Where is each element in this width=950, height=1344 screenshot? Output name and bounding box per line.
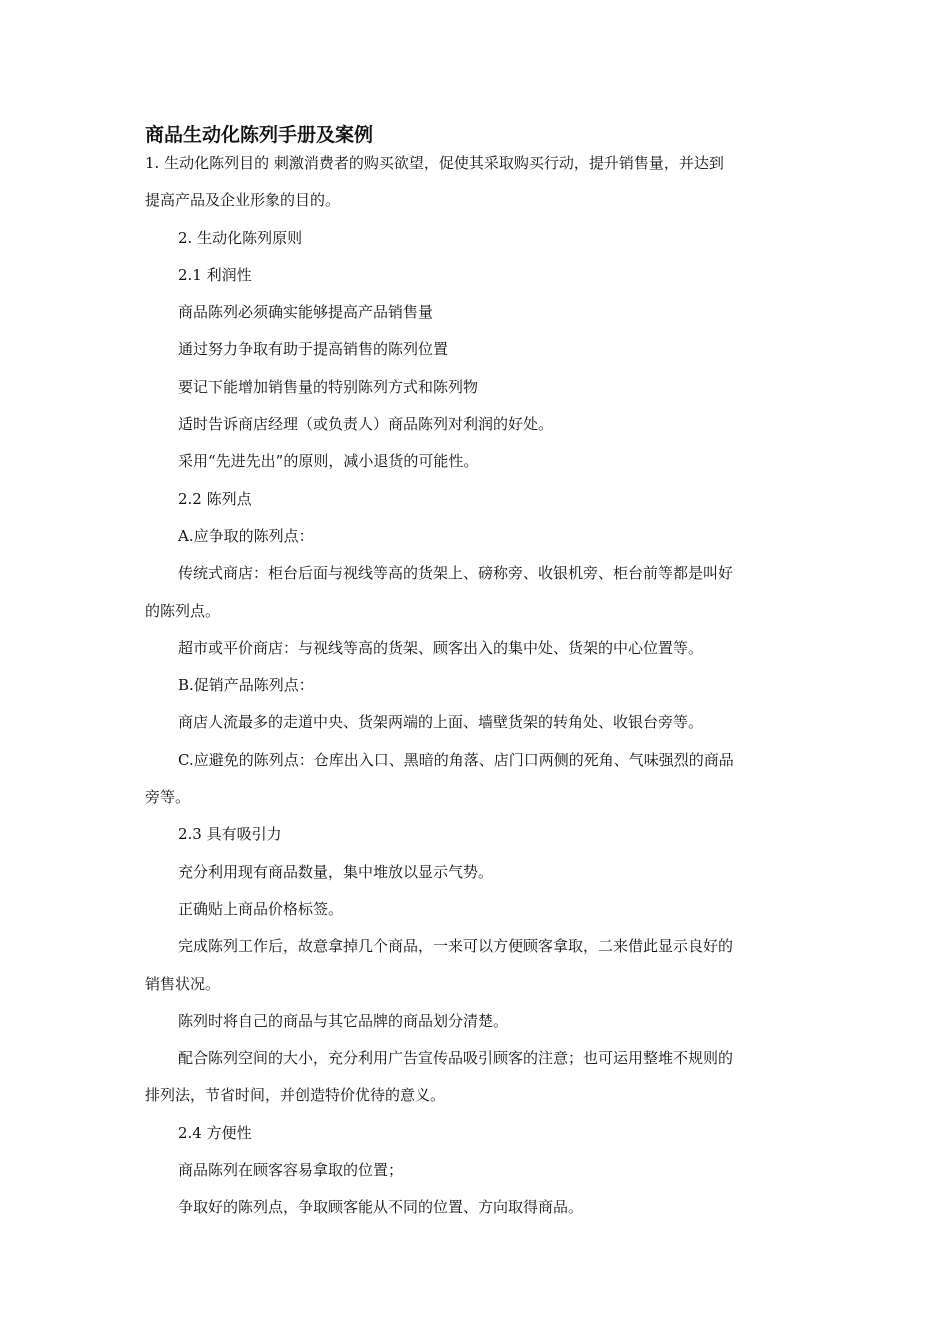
paragraph-line: 1. 生动化陈列目的 刺激消费者的购买欲望，促使其采取购买行动，提升销售量，并达到 [145, 154, 724, 172]
list-item: 争取好的陈列点，争取顾客能从不同的位置、方向取得商品。 [178, 1198, 584, 1217]
list-item: 正确贴上商品价格标签。 [178, 899, 344, 918]
list-item: 商店人流最多的走道中央、货架两端的上面、墙壁货架的转角处、收银台旁等。 [178, 713, 704, 732]
section-heading-2: 2. 生动化陈列原则 [178, 228, 303, 247]
paragraph-remove-items [145, 928, 807, 1003]
list-item: 通过努力争取有助于提高销售的陈列位置 [178, 340, 449, 359]
section-heading-2-2: 2.2 陈列点 [178, 489, 252, 508]
list-item: 商品陈列必须确实能够提高产品销售量 [178, 303, 434, 322]
paragraph-line: C.应避免的陈列点：仓库出入口、黑暗的角落、店门口两侧的死角、气味强烈的商品 [178, 750, 734, 769]
paragraph-line: 完成陈列工作后，故意拿掉几个商品，一来可以方便顾客拿取，二来借此显示良好的 [178, 937, 734, 956]
paragraph-line: 传统式商店：柜台后面与视线等高的货架上、磅称旁、收银机旁、柜台前等都是叫好 [178, 564, 734, 583]
subheading-a: A.应争取的陈列点： [178, 526, 314, 545]
paragraph-line: 提高产品及企业形象的目的。 [145, 191, 341, 210]
list-item: 商品陈列在顾客容易拿取的位置； [178, 1161, 404, 1180]
paragraph-line: 配合陈列空间的大小，充分利用广告宣传品吸引顾客的注意；也可运用整堆不规则的 [178, 1049, 734, 1068]
list-item: 要记下能增加销售量的特别陈列方式和陈列物 [178, 377, 479, 396]
list-item: 超市或平价商店：与视线等高的货架、顾客出入的集中处、货架的中心位置等。 [178, 638, 704, 657]
document-page [145, 121, 807, 1227]
paragraph-display-space [145, 1040, 807, 1115]
paragraph-line: 的陈列点。 [145, 601, 221, 620]
paragraph-avoid-points [145, 742, 807, 817]
list-item: 充分利用现有商品数量，集中堆放以显示气势。 [178, 862, 494, 881]
section-heading-2-3: 2.3 具有吸引力 [178, 825, 282, 844]
document-title: 商品生动化陈列手册及案例 [145, 124, 374, 146]
list-item: 陈列时将自己的商品与其它品牌的商品划分清楚。 [178, 1011, 509, 1030]
paragraph-purpose [145, 145, 807, 220]
list-item: 采用“先进先出”的原则，减小退货的可能性。 [178, 452, 479, 471]
paragraph-line: 销售状况。 [145, 974, 221, 993]
paragraph-traditional-store [145, 555, 807, 630]
list-item: 适时告诉商店经理（或负责人）商品陈列对利润的好处。 [178, 415, 554, 434]
section-heading-2-4: 2.4 方便性 [178, 1123, 252, 1142]
subheading-b: B.促销产品陈列点： [178, 676, 314, 695]
section-heading-2-1: 2.1 利润性 [178, 265, 252, 284]
paragraph-line: 排列法，节省时间，并创造特价优待的意义。 [145, 1086, 446, 1105]
paragraph-line: 旁等。 [145, 788, 191, 807]
